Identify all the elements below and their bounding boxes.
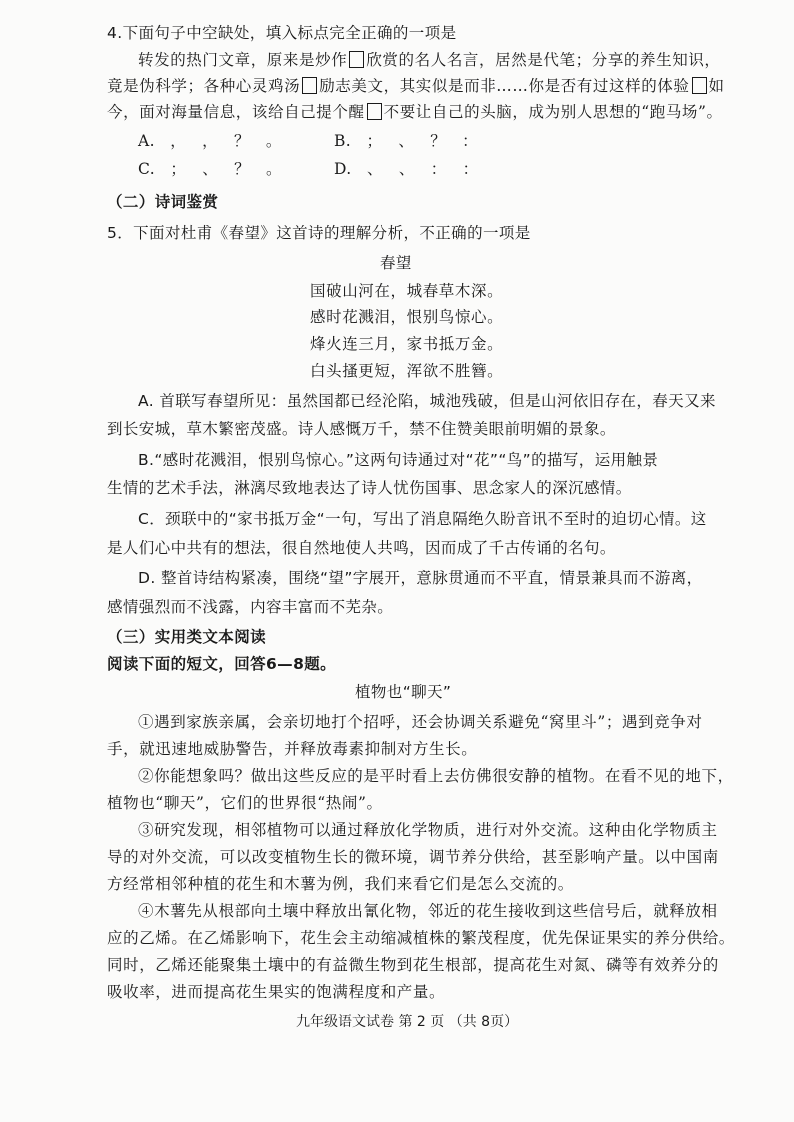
q4-option-a — [138, 130, 282, 152]
q4-option-b — [334, 130, 478, 152]
q4-text: 今，面对海量信息，该给自己提个醒 — [107, 103, 365, 121]
q4-passage-line-2 — [107, 75, 725, 97]
article-paragraph-3-line: ③研究发现，相邻植物可以通过释放化学物质，进行对外交流。这种由化学物质主 — [138, 821, 718, 839]
q4-text: 欣赏的名人名言，居然是代笔；分享的养生知识， — [366, 51, 721, 69]
article-paragraph-3-line: 方经常相邻种植的花生和木薯为例，我们来看它们是怎么交流的。 — [107, 875, 574, 893]
option-marks: ； 、 ？ 。 — [170, 160, 282, 178]
reading-intro: 阅读下面的短文，回答6—8题。 — [107, 655, 337, 673]
q4-text: 如 — [708, 77, 725, 95]
q4-option-d — [334, 158, 478, 180]
q4-passage-line-3 — [107, 101, 723, 123]
article-paragraph-4-line: 应的乙烯。在乙烯影响下，花生会主动缩减植株的繁茂程度，优先保证果实的养分供给。 — [107, 929, 735, 947]
article-paragraph-3-line: 导的对外交流，可以改变植物生长的微环境，调节养分供给，甚至影响产量。以中国南 — [107, 848, 719, 866]
q4-text: 不要让自己的头脑，成为别人思想的“跑马场”。 — [383, 103, 723, 121]
option-label: D. — [334, 160, 352, 178]
q4-text: 竟是伪科学；各种心灵鸡汤 — [107, 77, 301, 95]
article-paragraph-4-line: ④木薯先从根部向土壤中释放出氰化物，邻近的花生接收到这些信号后，就释放相 — [138, 902, 718, 920]
option-label: C. — [138, 160, 156, 178]
q5-option-a-line-1: A. 首联写春望所见：虽然国都已经沦陷，城池残破，但是山河依旧存在，春天又来 — [138, 392, 716, 410]
article-paragraph-1-line: ①遇到家族亲属，会亲切地打个招呼，还会协调关系避免“窝里斗”；遇到竞争对 — [138, 713, 703, 731]
article-paragraph-4-line: 同时，乙烯还能聚集土壤中的有益微生物到花生根部，提高花生对氮、磷等有效养分的 — [107, 956, 719, 974]
blank-box — [692, 77, 707, 94]
section-heading-reading: （三）实用类文本阅读 — [107, 628, 267, 646]
q4-text: 励志美文，其实似是而非……你是否有过这样的体验 — [319, 77, 690, 95]
q5-option-c-line-1: C．颈联中的“家书抵万金“一句，写出了消息隔绝久盼音讯不至时的迫切心情。这 — [138, 510, 707, 528]
q5-stem: 5．下面对杜甫《春望》这首诗的理解分析，不正确的一项是 — [107, 224, 531, 242]
q4-option-c — [138, 158, 282, 180]
page-footer: 九年级语文试卷 第 2 页 （共 8页） — [296, 1014, 519, 1030]
option-marks: 、 、 ： ： — [366, 160, 479, 178]
option-marks: ， ， ？ 。 — [170, 132, 282, 150]
q4-text: 转发的热门文章，原来是炒作 — [138, 51, 348, 69]
poem-line: 感时花溅泪，恨别鸟惊心。 — [310, 308, 504, 326]
option-marks: ； 、 ？ ： — [366, 132, 478, 150]
q5-option-b-line-2: 生情的艺术手法，淋漓尽致地表达了诗人忧伤国事、思念家人的深沉感情。 — [107, 479, 632, 497]
article-paragraph-2-line: ②你能想象吗？做出这些反应的是平时看上去仿佛很安静的植物。在看不见的地下， — [138, 767, 734, 785]
poem-title: 春望 — [380, 254, 412, 272]
article-paragraph-4-line: 吸收率，进而提高花生果实的饱满程度和产量。 — [107, 983, 446, 1001]
q4-stem: 4.下面句子中空缺处，填入标点完全正确的一项是 — [107, 24, 457, 42]
q5-option-b-line-1: B.“感时花溅泪，恨别鸟惊心。”这两句诗通过对“花”“鸟”的描写，运用触景 — [138, 451, 659, 469]
section-heading-poetry: （二）诗词鉴赏 — [107, 193, 219, 211]
blank-box — [367, 103, 382, 120]
poem-line: 烽火连三月，家书抵万金。 — [310, 335, 504, 353]
q5-option-d-line-2: 感情强烈而不浅露，内容丰富而不芜杂。 — [107, 598, 394, 616]
article-title: 植物也“聊天” — [355, 683, 452, 701]
article-paragraph-2-line: 植物也“聊天”，它们的世界很“热闹”。 — [107, 794, 383, 812]
q5-option-a-line-2: 到长安城，草木繁密茂盛。诗人感慨万千，禁不住赞美眼前明媚的景象。 — [107, 420, 616, 438]
blank-box — [302, 77, 317, 94]
blank-box — [349, 51, 364, 68]
q5-option-c-line-2: 是人们心中共有的想法，很自然地使人共鸣，因而成了千古传诵的名句。 — [107, 539, 616, 557]
q4-passage-line-1 — [138, 49, 721, 71]
option-label: B. — [334, 132, 352, 150]
poem-line: 白头搔更短，浑欲不胜簪。 — [310, 362, 504, 380]
article-paragraph-1-line: 手，就迅速地威胁警告，并释放毒素抑制对方生长。 — [107, 740, 478, 758]
option-label: A. — [138, 132, 155, 150]
poem-line: 国破山河在，城春草木深。 — [310, 282, 504, 300]
q5-option-d-line-1: D. 整首诗结构紧凑，围绕“望”字展开，意脉贯通而不平直，情景兼具而不游离， — [138, 569, 703, 587]
